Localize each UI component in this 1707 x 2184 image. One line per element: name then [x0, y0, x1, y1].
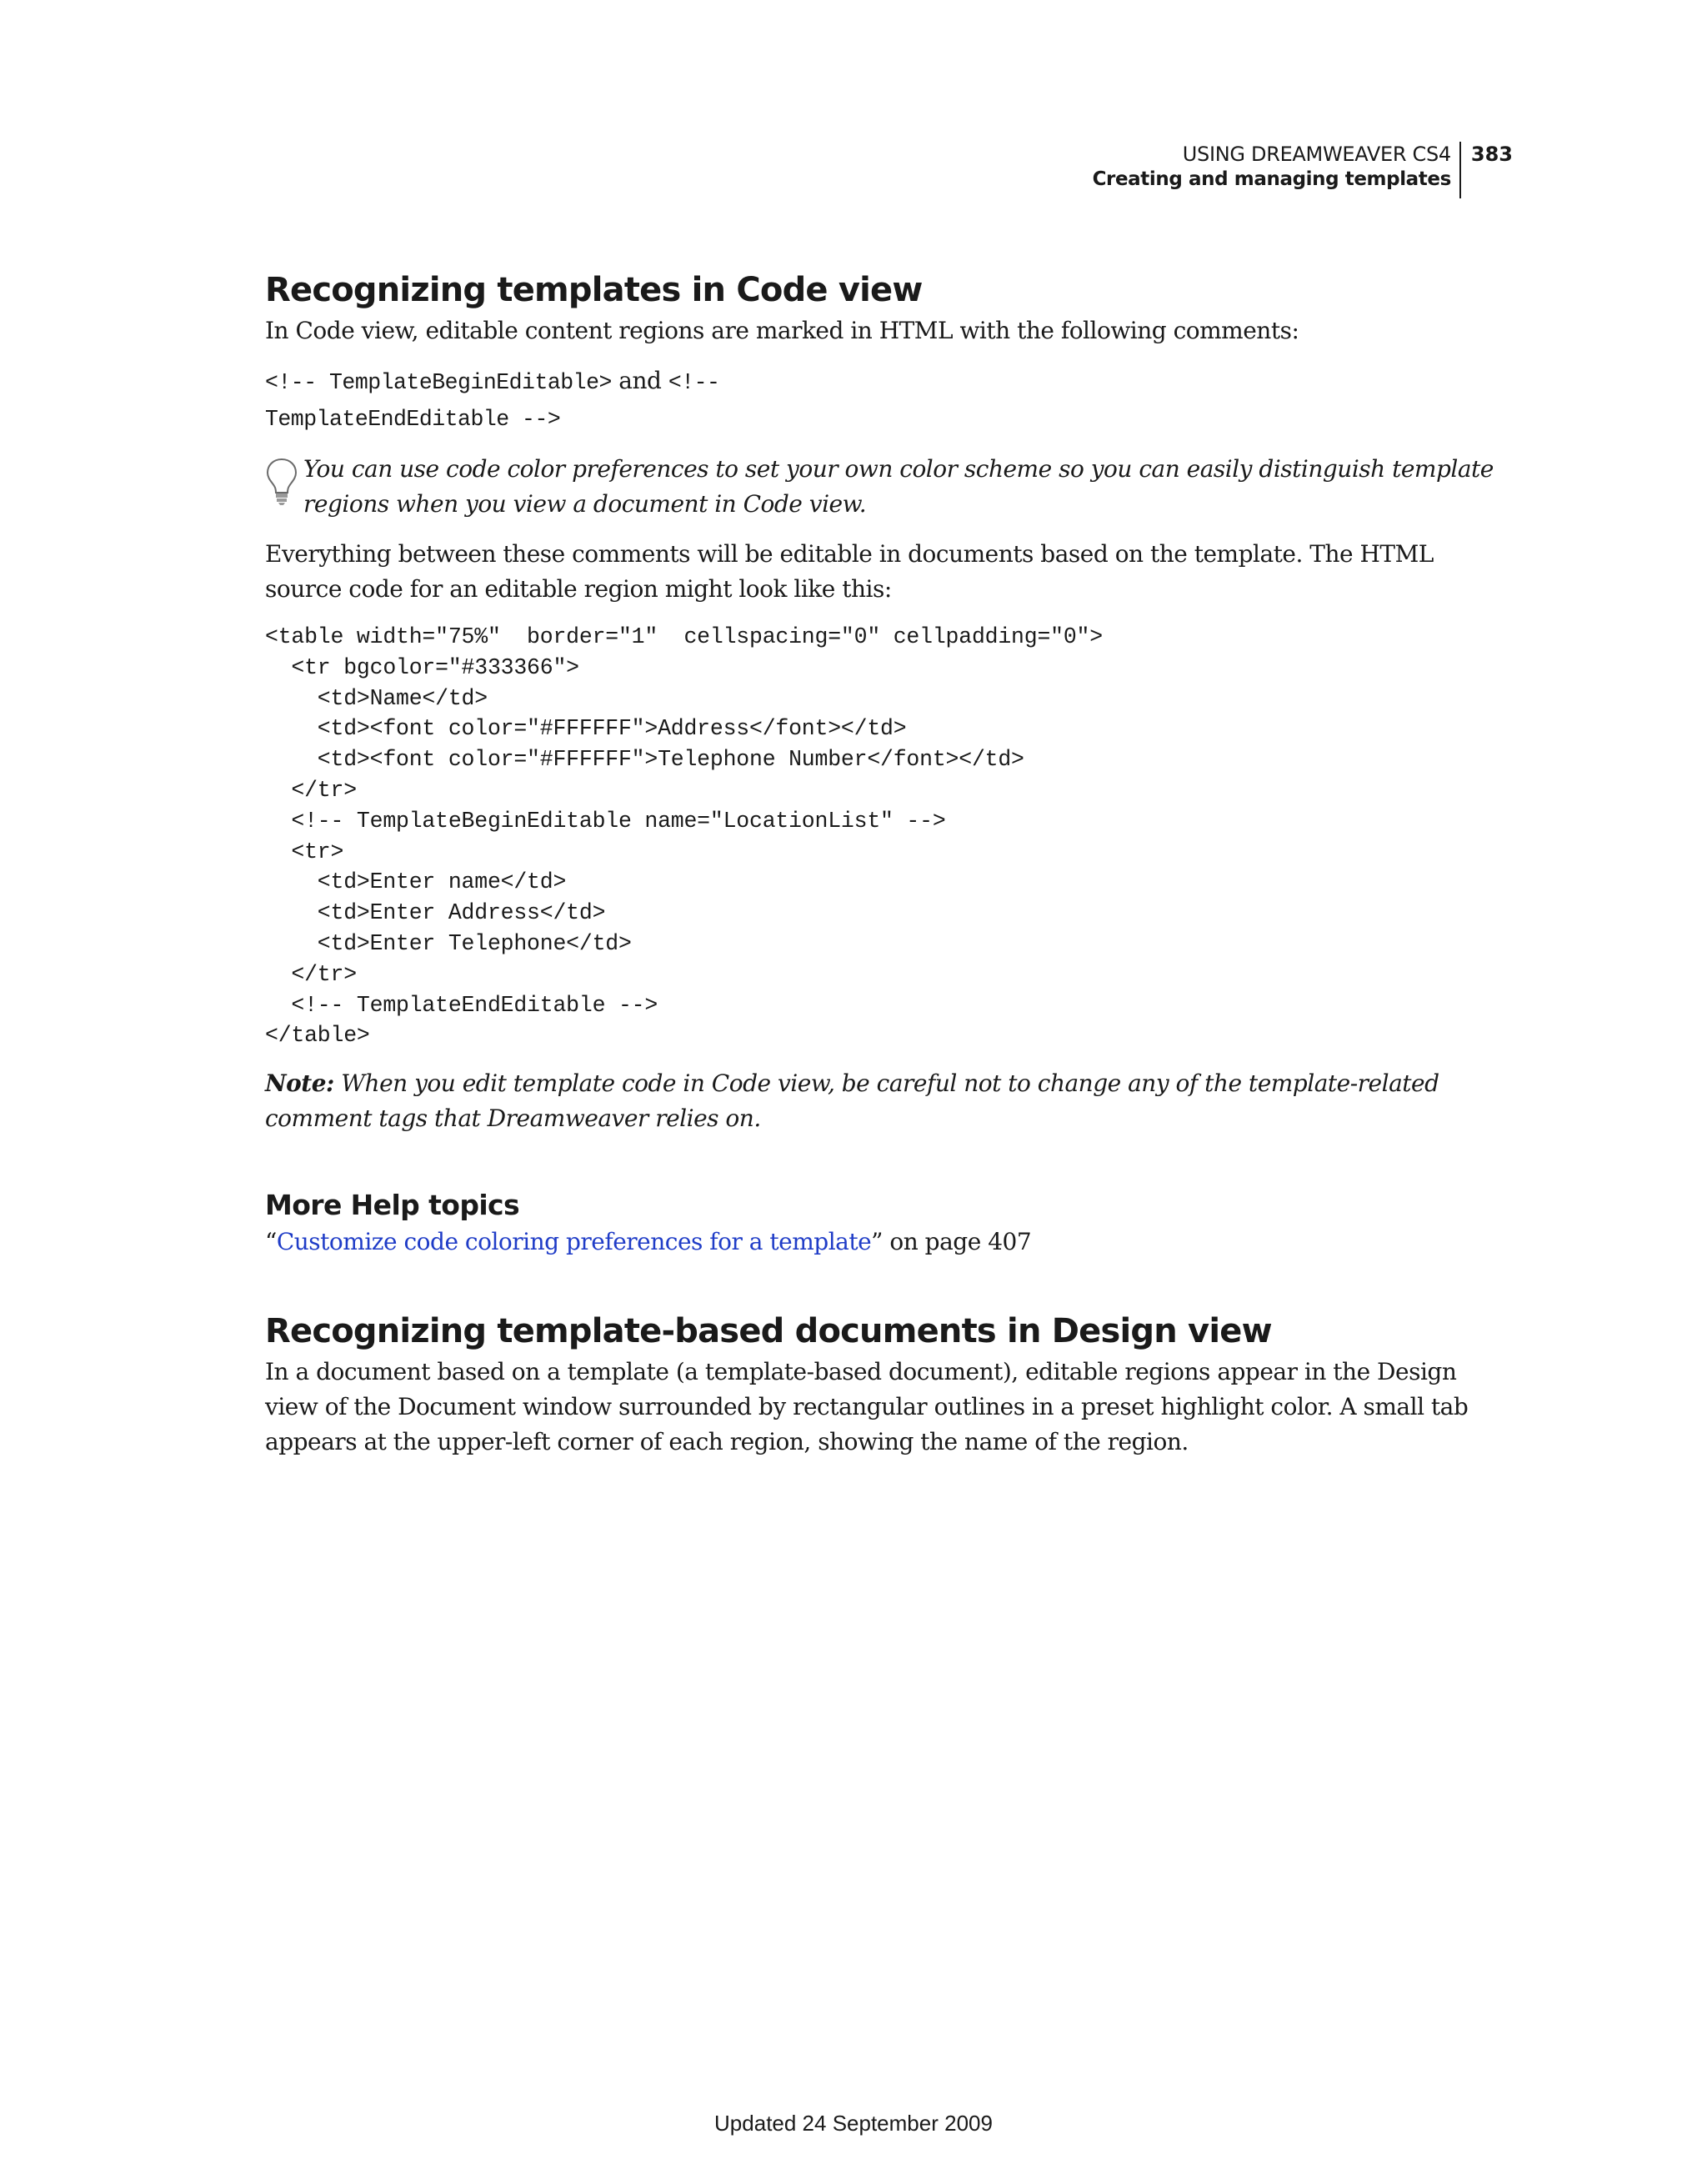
- more-help-heading: More Help topics: [265, 1189, 520, 1222]
- running-header: [1093, 142, 1513, 198]
- code-end-editable-part2: TemplateEndEditable -->: [265, 407, 561, 432]
- more-help-item: [265, 1225, 1515, 1260]
- code-end-editable-part1: <!--: [668, 370, 720, 395]
- help-topic-link[interactable]: Customize code coloring preferences for a template: [276, 1228, 872, 1256]
- open-quote: “: [265, 1228, 277, 1256]
- html-code-block: <table width="75%" border="1" cellspacing="0" cellpadding="0"> <tr bgcolor="#333366"> <td>Name</td> <td><font color="#FFFFFF">Address</font></td> <td><font color="#FFFFFF">Telephone Number</font></td> </tr> <!-- TemplateBeginEditable name="LocationList" --> <tr> <td>Enter name</td> <td>Enter Address</td> <td>Enter Telephone</td> </tr> <!-- TemplateEndEditable --> </table>: [265, 624, 1103, 1049]
- main-content: [265, 267, 1515, 1460]
- tip-callout: [265, 452, 1515, 522]
- code-begin-editable: <!-- TemplateBeginEditable>: [265, 370, 612, 395]
- footer-updated-date: Updated 24 September 2009: [714, 2111, 993, 2136]
- intro-paragraph: In Code view, editable content regions are marked in HTML with the following comments:: [265, 317, 1299, 344]
- note-paragraph: [265, 1066, 1515, 1136]
- page-number: 383: [1470, 143, 1513, 166]
- template-comments: [265, 363, 1515, 437]
- chapter-title: Creating and managing templates: [1092, 168, 1451, 190]
- conjunction-and: and: [618, 367, 662, 394]
- running-header-titles: [1093, 142, 1461, 198]
- book-title: USING DREAMWEAVER CS4: [1182, 143, 1451, 166]
- body-paragraph: Everything between these comments will be editable in documents based on the template. The HTML source code for an editable region might look like this:: [265, 540, 1434, 603]
- note-text: When you edit template code in Code view, be careful not to change any of the template-related comment tags that Dreamweaver relies on.: [265, 1069, 1439, 1133]
- lightbulb-icon: [265, 457, 298, 507]
- page-reference: ” on page 407: [871, 1228, 1032, 1256]
- section-heading-code-view: Recognizing templates in Code view: [265, 271, 923, 309]
- design-view-paragraph: In a document based on a template (a template-based document), editable regions appear in the Design view of the Document window surrounded by rectangular outlines in a preset highlight color. A small tab appears at the upper-left corner of each region, showing the name of the region.: [265, 1358, 1469, 1456]
- section-heading-design-view: Recognizing template-based documents in Design view: [265, 1312, 1272, 1351]
- tip-text: You can use code color preferences to set your own color scheme so you can easily distinguish template regions when you view a document in Code view.: [303, 455, 1494, 518]
- note-label: Note:: [265, 1069, 334, 1098]
